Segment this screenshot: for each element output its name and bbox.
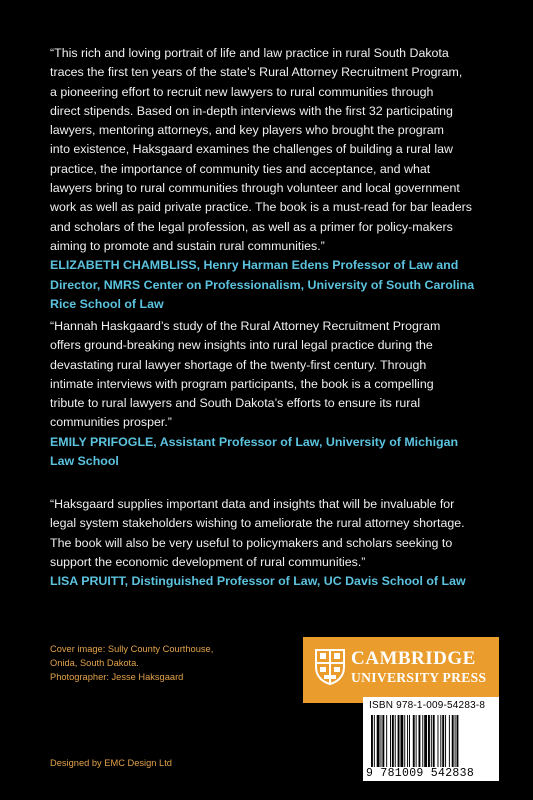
barcode-bar xyxy=(386,715,387,767)
attribution-line: LISA PRUITT, Distinguished Professor of Law, UC Davis School of Law xyxy=(50,574,466,589)
barcode-bar xyxy=(374,715,375,767)
barcode-bar xyxy=(452,715,454,767)
barcode-bar xyxy=(457,715,459,767)
quote-line: “This rich and loving portrait of life and law practice in rural South Dakota xyxy=(50,46,449,60)
quote-line: The book will also be very useful to policymakers and scholars seeking to xyxy=(50,535,453,550)
quote-line: “Haksgaard supplies important data and insights that will be invaluable for xyxy=(50,497,455,511)
quote-line: intimate interviews with program participants, the book is a compelling xyxy=(50,376,434,391)
publisher-subname: UNIVERSITY PRESS xyxy=(351,670,487,685)
barcode-bar xyxy=(392,715,394,767)
quote-line: tribute to rural lawyers and South Dakota’s efforts to ensure its rural xyxy=(50,396,421,411)
quote-line: work as well as paid private practice. The book is a must-read for bar leaders xyxy=(50,200,472,215)
credit-line: Cover image: Sully County Courthouse, xyxy=(50,644,214,654)
barcode-bar xyxy=(400,715,403,767)
attribution-line: Rice School of Law xyxy=(50,296,164,311)
cambridge-crest-icon xyxy=(315,649,345,685)
barcode-bars xyxy=(369,715,495,767)
attribution-line: EMILY PRIFOGLE, Assistant Professor of Law, University of Michigan xyxy=(50,434,459,449)
barcode-bar xyxy=(377,715,380,767)
attribution-line: Law School xyxy=(50,454,119,469)
attribution-line: Director, NMRS Center on Professionalism, University of South Carolina xyxy=(50,277,475,292)
barcode-bar xyxy=(428,715,430,767)
barcode-bar xyxy=(390,715,391,767)
endorsement-attribution xyxy=(50,572,495,591)
barcode-bar xyxy=(433,715,435,767)
publisher-name: CAMBRIDGE xyxy=(351,648,476,669)
quote-line: into existence, Haksgaard examines the challenges of building a rural law xyxy=(50,142,453,157)
barcode-bar xyxy=(442,715,444,767)
quote-line: aiming to promote and sustain rural communities.” xyxy=(50,238,325,253)
endorsement-attribution xyxy=(50,256,495,314)
quote-line: lawyers bring to rural communities through volunteer and local government xyxy=(50,181,460,196)
barcode-bar xyxy=(398,715,400,767)
quote-line: devastating rural lawyer shortage of the twenty-first century. Through xyxy=(50,357,427,372)
endorsement-3 xyxy=(50,495,495,591)
barcode-bar xyxy=(409,715,410,767)
endorsement-1 xyxy=(50,44,495,314)
endorsement-quote xyxy=(50,317,495,433)
quote-line: lawyers, mentoring attorneys, and key players who brought the program xyxy=(50,123,444,138)
barcode-bar xyxy=(395,715,396,767)
barcode-bar xyxy=(431,715,432,767)
barcode-bar xyxy=(438,715,439,767)
barcode-bar xyxy=(422,715,423,767)
quote-line: offers ground-breaking new insights into rural legal practice during the xyxy=(50,338,433,353)
barcode-bar xyxy=(416,715,417,767)
barcode-bar xyxy=(455,715,456,767)
quote-line: a pioneering effort to recruit new lawyers to rural communities through xyxy=(50,84,434,99)
barcode-bar xyxy=(419,715,421,767)
barcode-bar xyxy=(382,715,384,767)
barcode-bar xyxy=(440,715,441,767)
publisher-logo-block xyxy=(303,637,499,703)
attribution-line: ELIZABETH CHAMBLISS, Henry Harman Edens Professor of Law and xyxy=(50,258,459,273)
quote-line: traces the first ten years of the state’s Rural Attorney Recruitment Program, xyxy=(50,65,463,80)
barcode-bar xyxy=(424,715,427,767)
credit-line: Photographer: Jesse Haksgaard xyxy=(50,672,184,682)
quote-line: legal system stakeholders wishing to ameliorate the rural attorney shortage. xyxy=(50,516,465,531)
quote-line: communities prosper.” xyxy=(50,415,172,430)
barcode-bar xyxy=(407,715,408,767)
endorsement-quote xyxy=(50,44,495,256)
barcode-bar xyxy=(404,715,405,767)
barcode-bar xyxy=(445,715,446,767)
quote-line: practice, the importance of community ties and acceptance, and what xyxy=(50,161,431,176)
barcode-bar xyxy=(413,715,415,767)
endorsement-2 xyxy=(50,317,495,471)
barcode-number: 9 781009 542838 xyxy=(366,767,475,780)
quote-line: and scholars of the legal profession, as well as a primer for policy-makers xyxy=(50,219,453,234)
cover-credits xyxy=(50,642,213,684)
quote-line: support the economic development of rural communities.” xyxy=(50,554,366,569)
barcode-bar xyxy=(449,715,450,767)
designer-credit: Designed by EMC Design Ltd xyxy=(50,758,172,768)
barcode-bar xyxy=(371,715,373,767)
credit-line: Onida, South Dakota. xyxy=(50,658,139,668)
endorsement-quote xyxy=(50,495,495,572)
quote-line: direct stipends. Based on in-depth interviews with the first 32 participating xyxy=(50,103,453,118)
isbn-label: ISBN 978-1-009-54283-8 xyxy=(369,700,486,711)
endorsement-attribution xyxy=(50,433,495,472)
quote-line: “Hannah Haskgaard’s study of the Rural Attorney Recruitment Program xyxy=(50,319,441,333)
isbn-barcode xyxy=(363,697,499,781)
barcode-bar xyxy=(381,715,382,767)
